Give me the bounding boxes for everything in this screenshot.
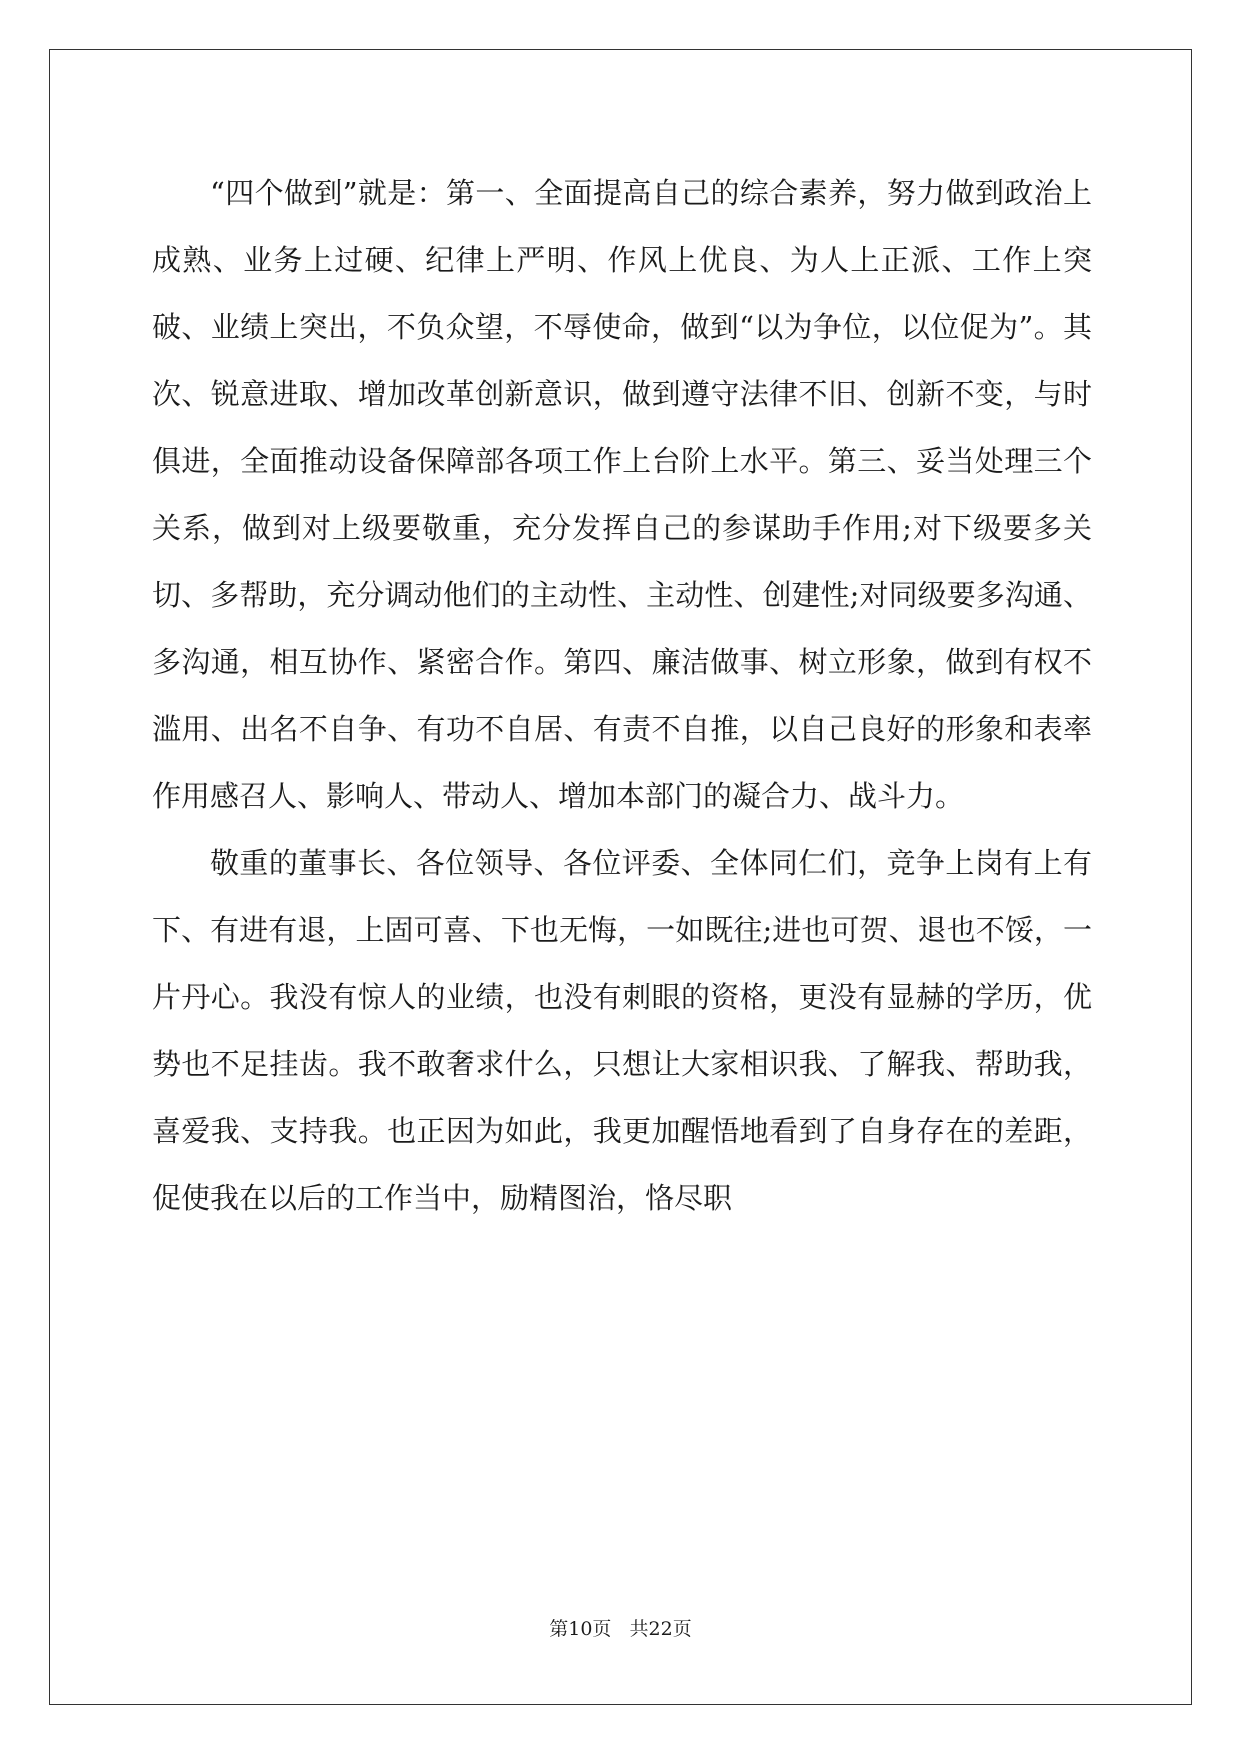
- document-body: [152, 160, 1092, 1232]
- paragraph-1: “四个做到”就是：第一、全面提高自己的综合素养，努力做到政治上成熟、业务上过硬、纪律上严明、作风上优良、为人上正派、工作上突破、业绩上突出，不负众望，不辱使命，做到“以为争位，以位促为”。其次、锐意进取、增加改革创新意识，做到遵守法律不旧、创新不变，与时俱进，全面推动设备保障部各项工作上台阶上水平。第三、妥当处理三个关系，做到对上级要敬重，充分发挥自己的参谋助手作用;对下级要多关切、多帮助，充分调动他们的主动性、主动性、创建性;对同级要多沟通、多沟通，相互协作、紧密合作。第四、廉洁做事、树立形象，做到有权不滥用、出名不自争、有功不自居、有责不自推，以自己良好的形象和表率作用感召人、影响人、带动人、增加本部门的凝合力、战斗力。: [152, 176, 1092, 813]
- paragraph-2: 敬重的董事长、各位领导、各位评委、全体同仁们，竞争上岗有上有下、有进有退，上固可喜、下也无悔，一如既往;进也可贺、退也不馁，一片丹心。我没有惊人的业绩，也没有刺眼的资格，更没有显赫的学历，优势也不足挂齿。我不敢奢求什么，只想让大家相识我、了解我、帮助我，喜爱我、支持我。也正因为如此，我更加醒悟地看到了自身存在的差距，促使我在以后的工作当中，励精图治，恪尽职: [152, 846, 1092, 1215]
- page-number: 第10页 共22页: [549, 1618, 692, 1640]
- page-footer: [0, 1614, 1241, 1641]
